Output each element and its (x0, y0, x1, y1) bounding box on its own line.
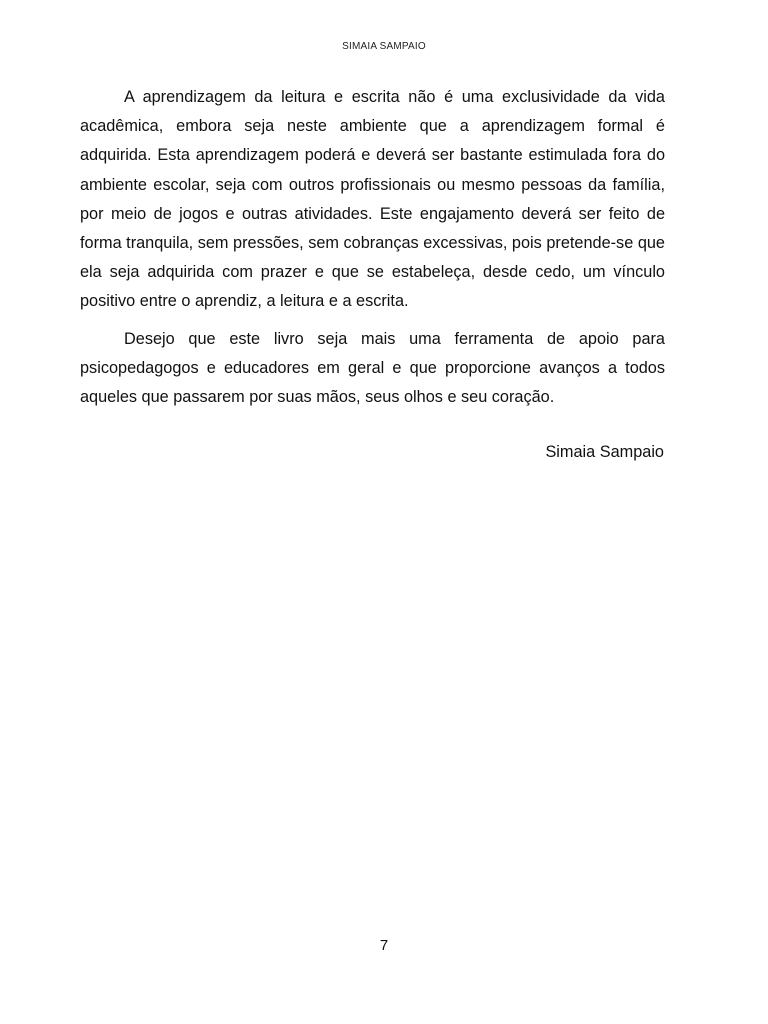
body-text (80, 83, 665, 412)
page-number: 7 (379, 937, 389, 954)
paragraph-1: A aprendizagem da leitura e escrita não é uma exclusividade da vida acadêmica, embora seja neste ambiente que a aprendizagem formal é adquirida. Esta aprendizagem poderá e deverá ser bastante estimulada fora do ambiente escolar, seja com outros profissionais ou mesmo pessoas da família, por meio de jogos e outras atividades. Este engajamento deverá ser feito de forma tranquila, sem pressões, sem cobranças excessivas, pois pretende-se que ela seja adquirida com prazer e que se estabeleça, desde cedo, um vínculo positivo entre o aprendiz, a leitura e a escrita. (80, 88, 665, 311)
paragraph-2: Desejo que este livro seja mais uma ferramenta de apoio para psicopedagogos e educadores em geral e que proporcione avanços a todos aqueles que passarem por suas mãos, seus olhos e seu coração. (80, 329, 665, 407)
running-header: SIMAIA SAMPAIO (342, 41, 426, 52)
author-signature: Simaia Sampaio (545, 443, 664, 461)
